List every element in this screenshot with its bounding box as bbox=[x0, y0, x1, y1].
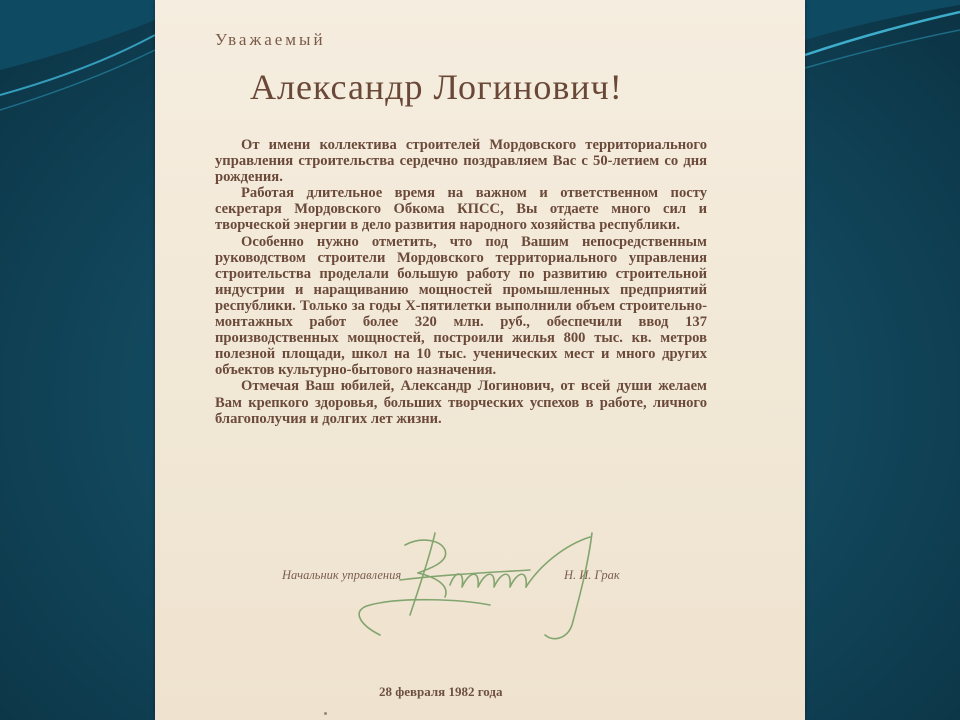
paper-speck bbox=[324, 712, 327, 715]
handwritten-signature bbox=[340, 525, 640, 650]
paragraph-2: Работая длительное время на важном и ответственном посту секретаря Мордовского Обкома КПСС, Вы отдаете много сил и творческой энергии в дело развития народного хозяйства республики. bbox=[215, 185, 707, 234]
paragraph-1: От имени коллектива строителей Мордовского территориального управления строительства сердечно поздравляем Вас с 50-летием со дня рождения. bbox=[215, 137, 707, 186]
paragraph-4: Отмечая Ваш юбилей, Александр Логинович, от всей души желаем Вам крепкого здоровья, больших творческих успехов в работе, личного благополучия и долгих лет жизни. bbox=[215, 378, 707, 427]
signatory-title: Начальник управления bbox=[282, 568, 402, 582]
signatory-name: Н. И. Грак bbox=[564, 568, 620, 582]
letter-date: 28 февраля 1982 года bbox=[379, 684, 503, 699]
addressee: Александр Логинович! bbox=[250, 67, 623, 107]
greeting: Уважаемый bbox=[215, 30, 326, 49]
paragraph-3: Особенно нужно отметить, что под Вашим непосредственным руководством строители Мордовского территориального управления строительства проделали большую работу по развитию строительной индустрии и наращиванию мощностей промышленных предприятий республики. Только за годы X-пятилетки выполнили объем строительно-монтажных работ более 320 млн. руб., обеспечили ввод 137 производственных мощностей, построили жилья 800 тыс. кв. метров полезной площади, школ на 10 тыс. ученических мест и много других объектов культурно-бытового назначения. bbox=[215, 233, 707, 379]
letter-body bbox=[215, 137, 707, 427]
